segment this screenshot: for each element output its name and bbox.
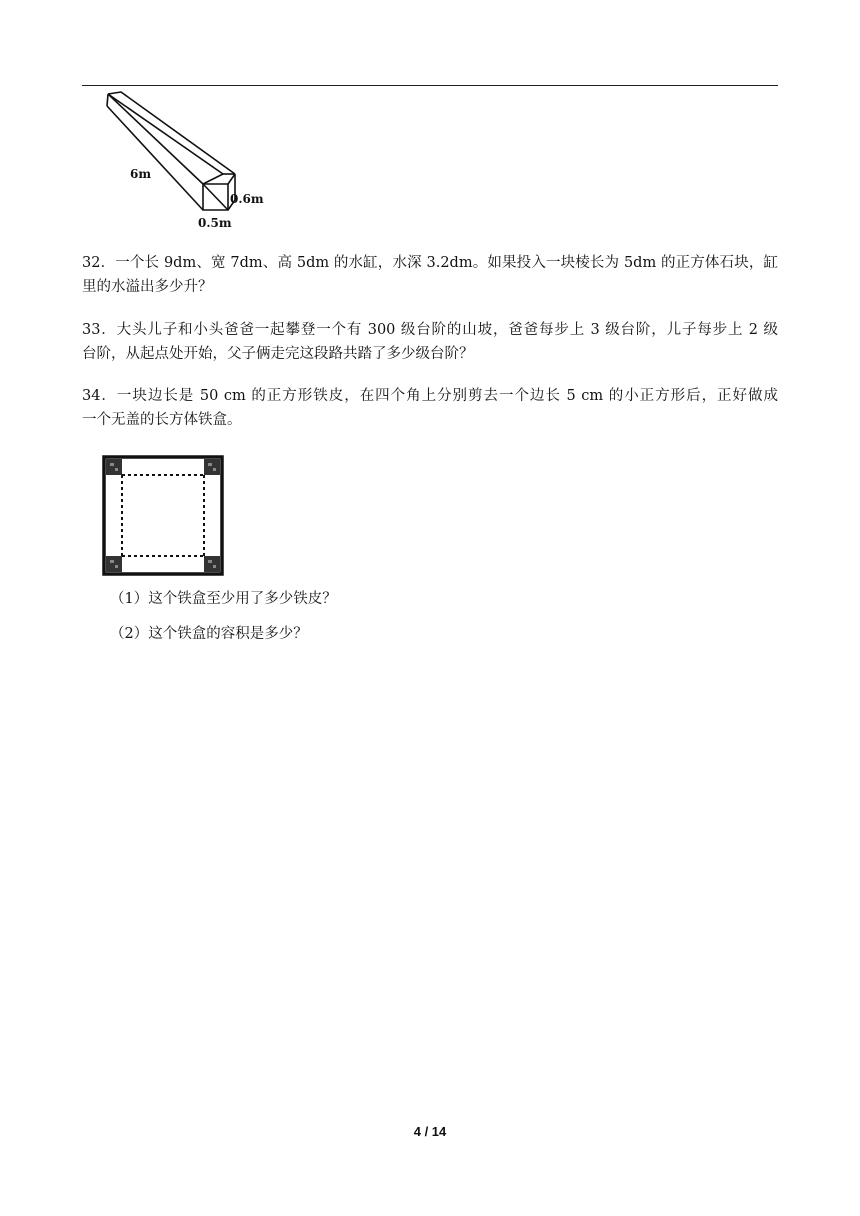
question-32-line-1: 32．一个长 9dm、宽 7dm、高 5dm 的水缸，水深 3.2dm。如果投入一块棱长为 5dm 的正方体石块，缸	[82, 255, 778, 271]
question-34-line-1: 34．一块边长是 50 cm 的正方形铁皮，在四个角上分别剪去一个边长 5 cm 的小正方形后，正好做成	[82, 388, 778, 404]
page-number: 4 / 14	[413, 1124, 447, 1139]
question-34-part-1: （1）这个铁盒至少用了多少铁皮？	[110, 591, 337, 607]
question-32-line-2: 里的水溢出多少升？	[82, 279, 213, 295]
question-33-line-1: 33．大头儿子和小头爸爸一起攀登一个有 300 级台阶的山坡，爸爸每步上 3 级台阶，儿子每步上 2 级	[82, 322, 778, 338]
iron-sheet-figure	[100, 455, 228, 579]
prism-height-label: 0.6m	[230, 192, 264, 206]
question-33	[82, 318, 778, 366]
header-rule	[82, 85, 778, 86]
rectangular-prism-figure	[96, 88, 276, 234]
question-34-line-2: 一个无盖的长方体铁盒。	[82, 412, 242, 428]
question-34-part-2: （2）这个铁盒的容积是多少？	[110, 626, 308, 642]
question-34	[82, 384, 778, 432]
prism-width-label: 0.5m	[198, 216, 232, 230]
question-33-line-2: 台阶，从起点处开始，父子俩走完这段路共踏了多少级台阶？	[82, 346, 474, 362]
prism-length-label: 6m	[130, 167, 152, 181]
question-32	[82, 251, 778, 299]
